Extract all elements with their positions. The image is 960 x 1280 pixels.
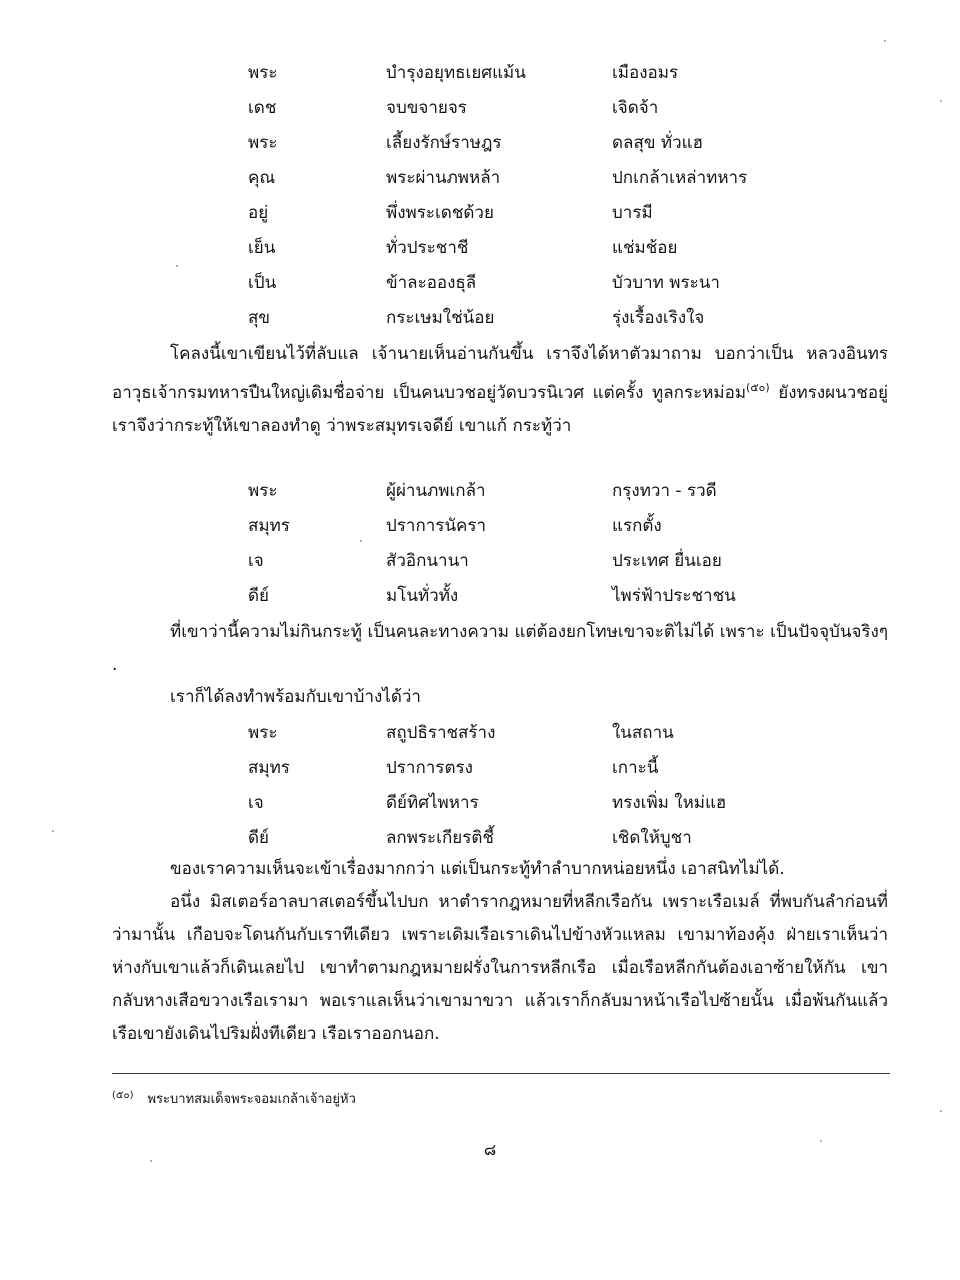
- scan-speck: [360, 540, 362, 542]
- verse-1-part-2: พระผ่านภพหล้า: [386, 168, 501, 188]
- verse-1-part-2: จบขจายจร: [386, 98, 467, 118]
- paragraph-5: [112, 886, 888, 1051]
- verse-2-part-3: ไพร่ฟ้าประชาชน: [612, 586, 736, 606]
- verse-2-part-2: มโนทั่วทั้ง: [386, 586, 459, 606]
- paragraph-3-text: เราก็ได้ลงทำพร้อมกับเขาบ้างได้ว่า: [170, 687, 421, 707]
- scan-speck: [52, 830, 54, 832]
- verse-1-part-2: ข้าละอองธุลี: [386, 273, 477, 293]
- verse-2-part-3: กรุงทวา - รวดี: [612, 481, 717, 501]
- scan-speck: [176, 265, 178, 267]
- verse-2-line: [0, 579, 960, 614]
- paragraph-1-text: โคลงนี้เขาเขียนไว้ที่ลับแล เจ้านายเห็นอ่านกันขึ้น เราจึงได้หาตัวมาถาม บอกว่าเป็น หลวงอินทรอาวุธเจ้ากรมทหารปืนใหญ่เดิมชื่อจ่าย เป็นคนบวชอยู่วัดบวรนิเวศ แต่ครั้ง ทูลกระหม่อม: [112, 344, 888, 403]
- verse-2-part-2: ปราการนัครา: [386, 516, 487, 536]
- verse-3-part-2: ปราการตรง: [386, 758, 473, 778]
- verse-3-part-3: เชิดให้บูชา: [612, 828, 692, 848]
- verse-3-part-2: ลกพระเกียรติชี้: [386, 828, 494, 848]
- verse-3-part-1: ดีย์: [248, 828, 270, 848]
- verse-2-part-3: แรกตั้ง: [612, 516, 662, 536]
- verse-1-part-2: บำรุงอยุทธเยศแม้น: [386, 63, 526, 83]
- footnote-reference: (๕๐): [746, 381, 770, 394]
- verse-1-part-3: รุ่งเรื้องเริงใจ: [612, 308, 705, 328]
- verse-1-line: [0, 91, 960, 126]
- verse-1-line: [0, 266, 960, 301]
- paragraph-4: [112, 853, 888, 886]
- scan-speck: [940, 1110, 942, 1112]
- footnote: [112, 1086, 356, 1110]
- verse-1-part-1: อยู่: [248, 203, 269, 223]
- verse-3-part-1: เจ: [248, 793, 264, 813]
- verse-1-part-3: บารมี: [612, 203, 653, 223]
- verse-2-line: [0, 474, 960, 509]
- verse-1-part-3: แช่มช้อย: [612, 238, 678, 258]
- verse-3-part-1: สมุทร: [248, 758, 290, 778]
- verse-1-line: [0, 301, 960, 336]
- verse-1-part-2: พึ่งพระเดชด้วย: [386, 203, 494, 223]
- footnote-mark: (๕๐): [112, 1090, 134, 1101]
- paragraph-2-text: ที่เขาว่านี้ความไม่กินกระทู้ เป็นคนละทางความ แต่ต้องยกโทษเขาจะติไม่ได้ เพราะ เป็นปัจจุบันจริงๆ .: [112, 622, 888, 675]
- verse-block-3: [0, 716, 960, 856]
- verse-3-line: [0, 821, 960, 856]
- paragraph-1: [112, 338, 888, 443]
- verse-1-part-1: คุณ: [248, 168, 276, 188]
- verse-block-1: [0, 56, 960, 336]
- verse-1-part-3: บัวบาท พระนา: [612, 273, 720, 293]
- paragraph-2: [112, 616, 888, 682]
- verse-3-part-3: ทรงเพิ่ม ใหม่แฮ: [612, 793, 727, 813]
- verse-2-part-1: พระ: [248, 481, 278, 501]
- verse-1-part-1: พระ: [248, 133, 278, 153]
- verse-2-part-2: สัวอิกนานา: [386, 551, 469, 571]
- footnote-text: พระบาทสมเด็จพระจอมเกล้าเจ้าอยู่หัว: [147, 1092, 356, 1107]
- verse-1-part-2: ทั่วประชาชี: [386, 238, 469, 258]
- verse-3-line: [0, 786, 960, 821]
- verse-3-part-3: ในสถาน: [612, 723, 674, 743]
- page-number: ๘: [483, 1140, 497, 1159]
- verse-1-line: [0, 56, 960, 91]
- verse-1-part-1: เย็น: [248, 238, 276, 258]
- scan-speck: [940, 100, 942, 102]
- verse-2-part-3: ประเทศ ยื่นเอย: [612, 551, 722, 571]
- scan-speck: [884, 40, 886, 42]
- verse-3-line: [0, 751, 960, 786]
- verse-3-part-2: สถูปธิราชสร้าง: [386, 723, 496, 743]
- verse-2-line: [0, 544, 960, 579]
- paragraph-1-tail: ยังทรงผนวชอยู่ เราจึงว่ากระทู้ให้เขาลองทำดู ว่าพระสมุทรเจดีย์ เขาแก้ กระทู้ว่า: [112, 383, 888, 436]
- verse-1-part-1: เป็น: [248, 273, 277, 293]
- verse-1-part-1: สุข: [248, 308, 270, 328]
- paragraph-5-text: อนึ่ง มิสเตอร์อาลบาสเตอร์ขึ้นไปบก หาตำรากฎหมายที่หลีกเรือกัน เพราะเรือเมล์ ที่พบกันลำก่อนที่ว่ามานั้น เกือบจะโดนกันกับเราทีเดียว เพราะเดิมเรือเราเดินไปข้างหัวแหลม เขามาท้องคุ้ง ฝ่ายเราเห็นว่าห่างกับเขาแล้วก็เดินเลยไป เขาทำตามกฎหมายฝรั่งในการหลีกเรือ เมื่อเรือหลีกกันต้องเอาซ้ายให้กัน เขากลับหางเสือขวางเรือเรามา พอเราแลเห็นว่าเขามาขวา แล้วเราก็กลับมาหน้าเรือไปซ้ายนั้น เมื่อพ้นกันแล้วเรือเขายังเดินไปริมฝั่งทีเดียว เรือเราออกนอก.: [112, 892, 888, 1044]
- verse-1-part-3: ดลสุข ทั่วแฮ: [612, 133, 703, 153]
- verse-1-part-3: เมืองอมร: [612, 63, 679, 83]
- paragraph-4-text: ของเราความเห็นจะเข้าเรื่องมากกว่า แต่เป็นกระทู้ทำลำบากหน่อยหนึ่ง เอาสนิทไม่ได้.: [170, 859, 785, 879]
- scan-speck: [820, 1140, 822, 1142]
- verse-1-line: [0, 161, 960, 196]
- verse-3-line: [0, 716, 960, 751]
- verse-1-line: [0, 196, 960, 231]
- verse-1-part-3: เจิดจ้า: [612, 98, 659, 118]
- verse-2-part-1: ดีย์: [248, 586, 270, 606]
- verse-1-part-2: เลี้ยงรักษ์ราษฎร: [386, 133, 502, 153]
- verse-1-part-2: กระเษมใช่น้อย: [386, 308, 495, 328]
- verse-1-line: [0, 231, 960, 266]
- verse-3-part-1: พระ: [248, 723, 278, 743]
- verse-2-part-2: ผู้ผ่านภพเกล้า: [386, 481, 486, 501]
- verse-3-part-3: เกาะนี้: [612, 758, 659, 778]
- verse-block-2: [0, 474, 960, 614]
- verse-2-line: [0, 509, 960, 544]
- scan-speck: [150, 1160, 152, 1162]
- footnote-divider: [112, 1073, 890, 1074]
- verse-2-part-1: สมุทร: [248, 516, 290, 536]
- verse-3-part-2: ดีย์ทิศไพหาร: [386, 793, 479, 813]
- verse-2-part-1: เจ: [248, 551, 264, 571]
- paragraph-3: [112, 681, 888, 714]
- verse-1-part-3: ปกเกล้าเหล่าทหาร: [612, 168, 748, 188]
- verse-1-part-1: พระ: [248, 63, 278, 83]
- verse-1-line: [0, 126, 960, 161]
- verse-1-part-1: เดช: [248, 98, 277, 118]
